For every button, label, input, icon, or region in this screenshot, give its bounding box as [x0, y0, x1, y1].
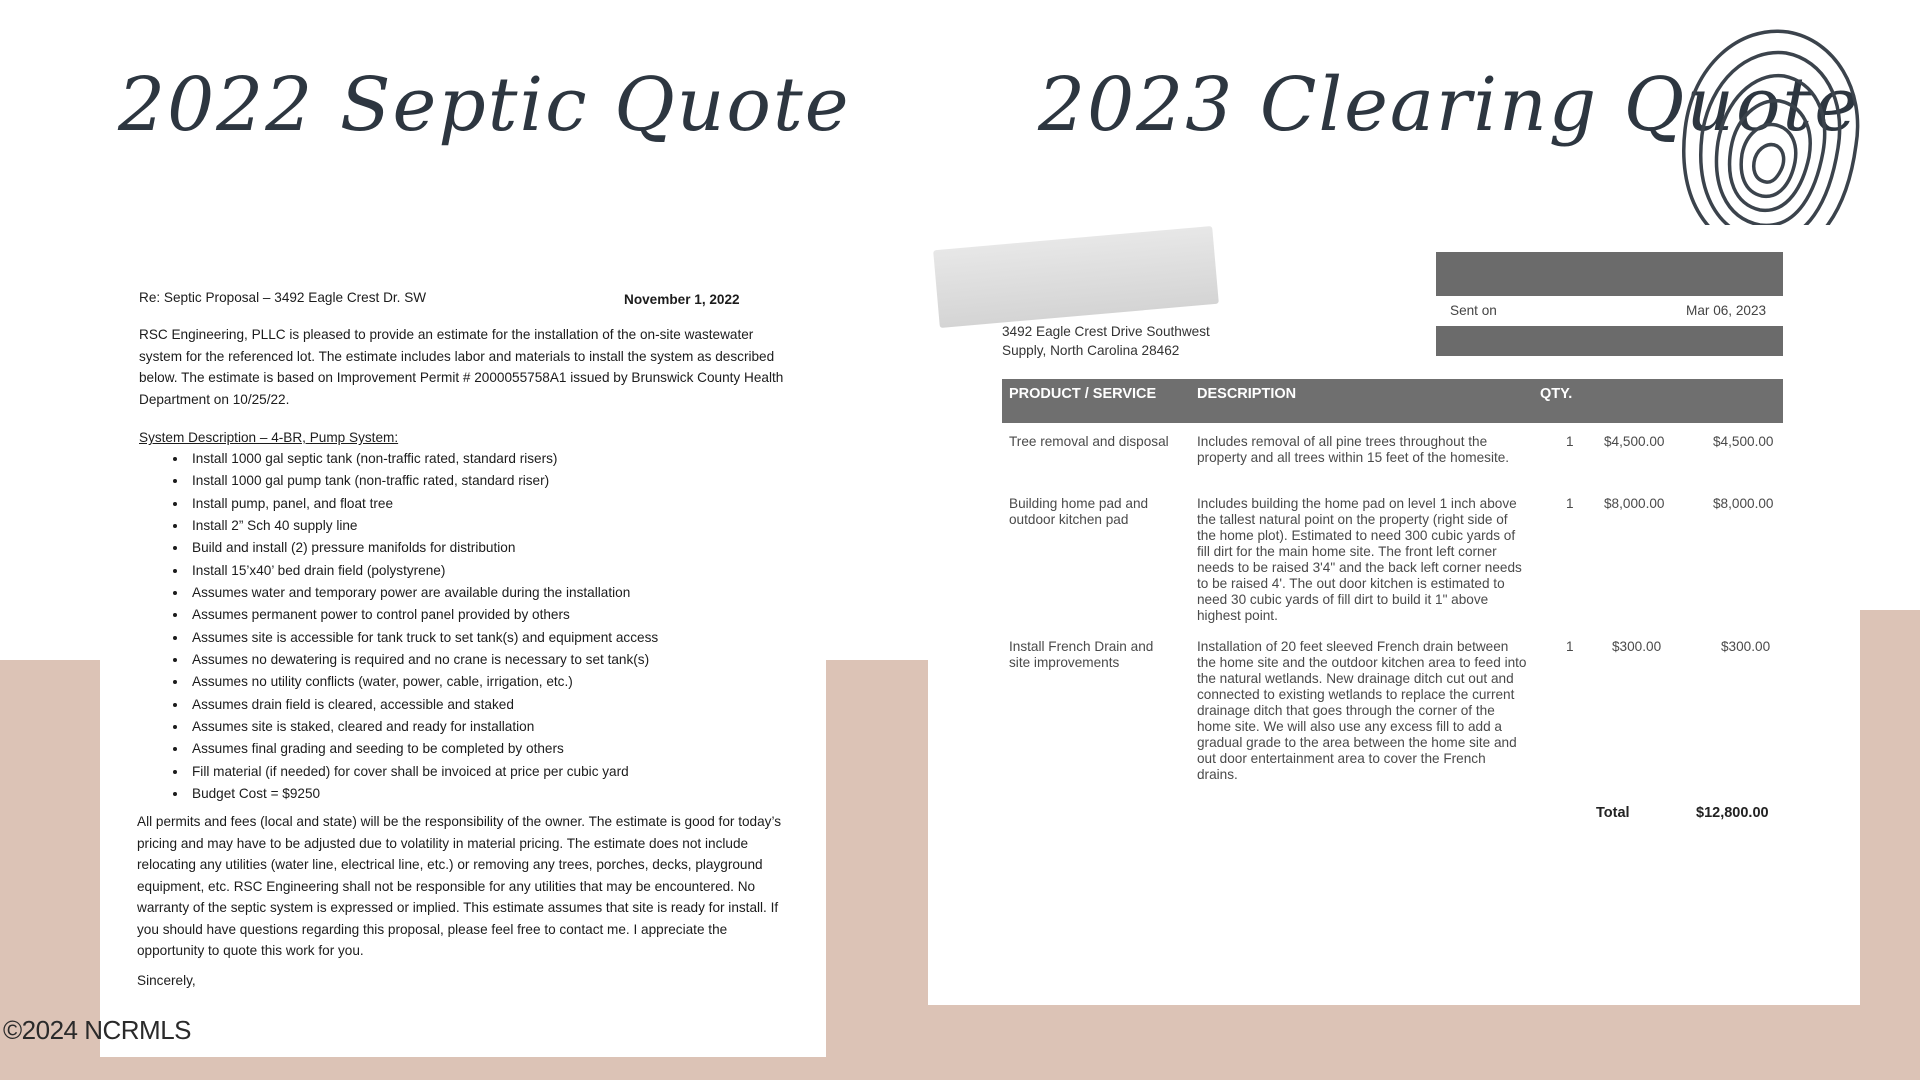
row-1-description: Includes removal of all pine trees throughout the property and all trees within 15 feet of the homesite. [1197, 434, 1510, 465]
list-item: • Assumes site is staked, cleared and ready for installation [188, 716, 838, 738]
list-item: • Assumes water and temporary power are available during the installation [188, 582, 838, 604]
sent-on-label: Sent on [1450, 303, 1497, 318]
header-qty: QTY. [1540, 386, 1573, 402]
quote-address [1002, 322, 1210, 360]
list-item: • Install 1000 gal septic tank (non-traffic rated, standard risers) [188, 448, 838, 470]
row-2-product: Building home pad and outdoor kitchen pad [1009, 496, 1149, 527]
letter-closing: All permits and fees (local and state) will be the responsibility of the owner. The estimate is good for today’s pricing and may have to be adjusted due to volatility in material pricing. The estimate does not include relocating any utilities (water line, electrical line, etc.) or removing any trees, porches, decks, playground equipment, etc. RSC Engineering shall not be responsible for any utilities that may be encountered. No warranty of the septic system is expressed or implied. This estimate assumes that site is ready for install. If you should have questions regarding this proposal, please feel free to contact me. I appreciate the opportunity to quote this work for you. [137, 814, 782, 958]
row-3-unit-price: $300.00 [1612, 639, 1662, 654]
row-3-product: Install French Drain and site improvements [1009, 639, 1154, 670]
letter-intro: RSC Engineering, PLLC is pleased to provide an estimate for the installation of the on-site wastewater system for the referenced lot. The estimate includes labor and materials to install the system as described below. The estimate is based on Improvement Permit # 2000055758A1 issued by Brunswick County Health Department on 10/25/22. [139, 327, 784, 407]
system-items-list [140, 448, 838, 806]
header-description: DESCRIPTION [1197, 386, 1297, 402]
header-product: PRODUCT / SERVICE [1009, 386, 1157, 402]
list-item: • Assumes drain field is cleared, accessible and staked [188, 694, 838, 716]
row-1-qty: 1 [1566, 434, 1574, 449]
list-item: • Install 2” Sch 40 supply line [188, 515, 838, 537]
letter-subject: Re: Septic Proposal – 3492 Eagle Crest Dr. SW [139, 290, 427, 305]
grand-total-label: Total [1596, 805, 1630, 821]
copyright-watermark: ©2024 NCRMLS [3, 1015, 192, 1045]
list-item: • Assumes site is accessible for tank truck to set tank(s) and equipment access [188, 627, 838, 649]
list-item: • Assumes no utility conflicts (water, power, cable, irrigation, etc.) [188, 671, 838, 693]
row-3-description: Installation of 20 feet sleeved French drain between the home site and the outdoor kitchen area to feed into the natural wetlands. New drainage ditch cut out and connected to existing wetlands to replace the current drainage ditch that goes through the corner of the home site. We will also use any excess fill to add a gradual grade to the area between the home site and out door entertainment area to cover the French drains. [1197, 639, 1527, 782]
background-paper-edge [1860, 610, 1920, 1080]
row-1-unit-price: $4,500.00 [1604, 434, 1665, 449]
letter-date: November 1, 2022 [624, 292, 740, 307]
row-3-qty: 1 [1566, 639, 1574, 654]
address-line-2: Supply, North Carolina 28462 [1002, 343, 1180, 358]
title-clearing-quote: 2023 Clearing Quote [1038, 62, 1861, 148]
letter-sign-off: Sincerely, [137, 973, 196, 988]
title-septic-quote: 2022 Septic Quote [118, 62, 851, 148]
list-item: • Assumes permanent power to control panel provided by others [188, 604, 838, 626]
total-redacted [1436, 326, 1783, 356]
row-1-product: Tree removal and disposal [1009, 434, 1169, 449]
system-heading: System Description – 4-BR, Pump System: [139, 430, 399, 445]
estimate-header-redacted [1436, 252, 1783, 296]
septic-letter [100, 225, 826, 1057]
row-3-total: $300.00 [1721, 639, 1771, 654]
list-item: • Install pump, panel, and float tree [188, 493, 838, 515]
row-2-total: $8,000.00 [1713, 496, 1774, 511]
row-2-description: Includes building the home pad on level 1 inch above the tallest natural point on the property (right side of the home plot). Estimated to need 300 cubic yards of fill dirt for the main home site. The front left corner needs to be raised 3'4" and the back left corner needs to be raised 4'. The out door kitchen is estimated to need 30 cubic yards of fill dirt to build it 1" above highest point. [1197, 496, 1522, 623]
row-2-unit-price: $8,000.00 [1604, 496, 1665, 511]
list-item: • Assumes final grading and seeding to be completed by others [188, 738, 838, 760]
list-item: • Budget Cost = $9250 [188, 783, 838, 805]
list-item: • Fill material (if needed) for cover shall be invoiced at price per cubic yard [188, 761, 838, 783]
list-item: • Assumes no dewatering is required and no crane is necessary to set tank(s) [188, 649, 838, 671]
list-item: • Install 15’x40’ bed drain field (polystyrene) [188, 560, 838, 582]
sent-on-date: Mar 06, 2023 [1686, 303, 1767, 318]
grand-total-value: $12,800.00 [1696, 805, 1769, 821]
row-2-qty: 1 [1566, 496, 1574, 511]
address-line-1: 3492 Eagle Crest Drive Southwest [1002, 324, 1210, 339]
list-item: • Build and install (2) pressure manifolds for distribution [188, 537, 838, 559]
list-item: • Install 1000 gal pump tank (non-traffic rated, standard riser) [188, 470, 838, 492]
row-1-total: $4,500.00 [1713, 434, 1774, 449]
